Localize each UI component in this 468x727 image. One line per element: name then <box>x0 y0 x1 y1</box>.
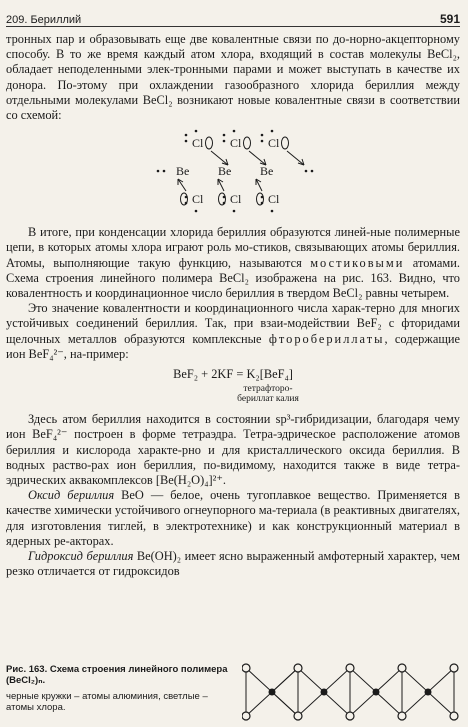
scheme-be-3: Be <box>260 164 274 179</box>
scheme-cl-top-3: Cl <box>268 136 280 151</box>
paragraph-2 <box>6 225 460 301</box>
figure-163 <box>6 660 468 727</box>
equation-note-line-2: бериллат калия <box>237 394 299 405</box>
paragraph-4: Здесь атом бериллия находится в состоянии sp³-гибридизации, благодаря чему ион BeF₄²⁻ построен в форме тетраэдра. Тетра-эдрическое расположение атомов бериллия и кислорода характе-рно и для кристаллического оксида бериллия. В водных раство-рах ион бериллия, по-видимому, находится также в виде тетра-эдрических аквакомплексов [Be(H₂O)₄]²⁺. <box>6 412 460 488</box>
bond-arrows <box>178 151 304 191</box>
page-number: 591 <box>439 12 460 26</box>
polymer-bonds <box>246 668 454 716</box>
paragraph-5-text: BeO — белое, очень тугоплавкое вещество. Применяется в качестве химически устойчивого огнеупорного ма-териала (в реактивных двигателях, для изготовления тиглей, в электротехнике) и как конструкционный материал в ядерных ре-акторах. <box>6 488 461 548</box>
equation-note <box>76 384 460 404</box>
paragraph-3-text-b: , содержащие ион BeF₄²⁻, на-пример: <box>6 331 460 361</box>
term-beryllium-oxide: Оксид бериллия <box>28 488 115 503</box>
figure-caption <box>6 664 238 713</box>
page-body <box>6 32 460 579</box>
paragraph-6 <box>6 549 460 579</box>
term-bridging-atoms: мостиковыми <box>310 255 405 270</box>
polymer-chain-figure <box>242 660 462 724</box>
figure-caption-legend: черные кружки – атомы алюминия, светлые – атомы хлора. <box>6 691 208 713</box>
paragraph-5 <box>6 488 460 549</box>
paragraph-3 <box>6 301 460 362</box>
reaction-equation: BeF₂ + 2KF = K₂[BeF₄] <box>173 367 293 382</box>
term-fluoroberyllates: фторобериллаты <box>268 331 385 346</box>
bonding-scheme-drawing <box>6 127 460 223</box>
equation-note-line-1: тетрафторо- <box>243 384 293 395</box>
scheme-cl-top-2: Cl <box>230 136 242 151</box>
paragraph-1: тронных пар и образовывать еще две ковалентные связи по до-норно-акцепторному способу. В то же время каждый атом хлора, входящий в состав молекулы BeCl₂, обладает неподеленными элек-тронными парами и может выступать в качестве их донора. По-этому при охлаждении газообразного хлорида бериллия между отдельными молекулами BeCl₂ возникают новые ковалентные связи в соответствии со схемой: <box>6 32 460 123</box>
scheme-be-1: Be <box>176 164 190 179</box>
scheme-cl-top-1: Cl <box>192 136 204 151</box>
term-beryllium-hydroxide: Гидроксид бериллия <box>28 549 134 564</box>
figure-caption-title: Рис. 163. Схема строения линейного полимера (BeCl₂)ₙ. <box>6 664 228 686</box>
paragraph-6-text: Be(OH)₂ имеет ясно выраженный амфотерный характер, чем резко отличается от гидроксидов <box>6 549 460 579</box>
scheme-cl-bottom-2: Cl <box>230 192 242 207</box>
paragraph-2-text-b: атомами. Схема строения линейного полимера BeCl₂ изображена на рис. 163. Видно, что ковалентность и координационное число бериллия в твердом BeCl₂ равны четырем. <box>6 255 460 301</box>
paragraph-2-text-a: В итоге, при конденсации хлорида бериллия образуются линей-ные полимерные цепи, в которых атомы хлора играют роль мо-стиков, связывающих атомы бериллия. Атомы, выполняющие такую функцию, называются <box>6 225 460 270</box>
section-title: 209. Бериллий <box>6 14 82 26</box>
bonding-scheme <box>6 127 460 223</box>
scheme-be-2: Be <box>218 164 232 179</box>
paragraph-3-text-a: Это значение ковалентности и координационного числа харак-терно для многих устойчивых соединений бериллия. Так, при взаи-модействии BeF₂ с фторидами щелочных металлов образуются комплексные <box>6 301 460 346</box>
scheme-cl-bottom-1: Cl <box>192 192 204 207</box>
scheme-cl-bottom-3: Cl <box>268 192 280 207</box>
running-header <box>6 4 460 27</box>
